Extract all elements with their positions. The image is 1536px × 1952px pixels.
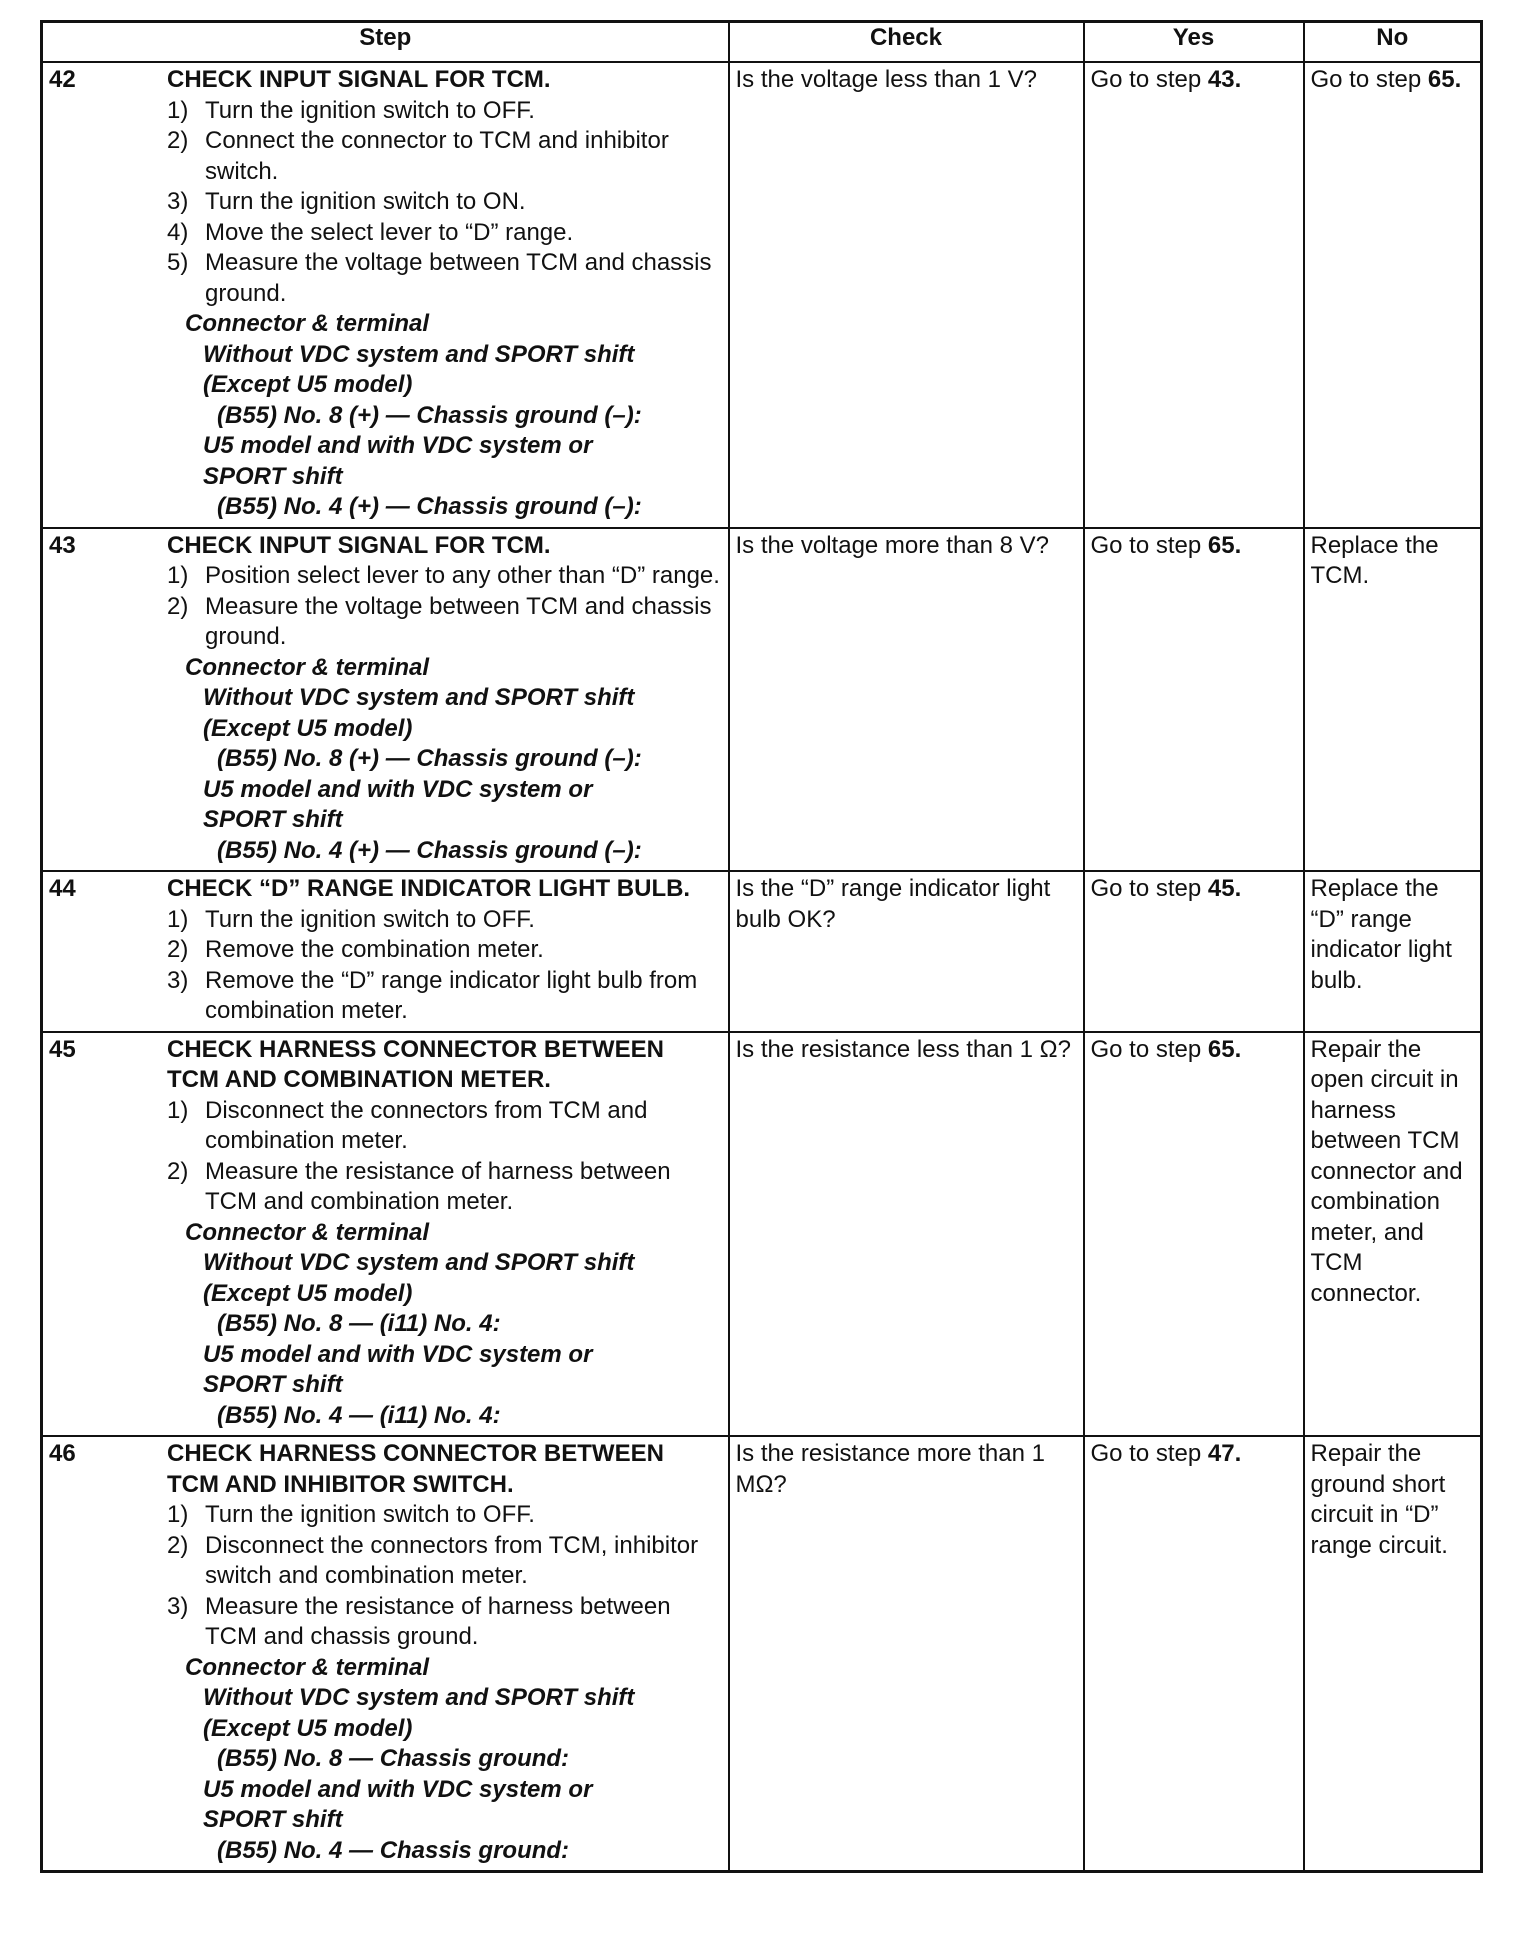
no-cell: Replace the TCM. [1304, 528, 1482, 872]
procedure-number: 4) [167, 218, 189, 246]
procedure-item [167, 905, 722, 936]
yes-text: Go to step [1090, 875, 1202, 902]
procedure-number: 1) [167, 1501, 189, 1528]
connector-terminal-label: Connector & terminal [185, 310, 430, 337]
check-cell: Is the resistance more than 1 MΩ? [729, 1436, 1084, 1872]
procedure-item [167, 1157, 722, 1218]
yes-text: Go to step [1090, 66, 1202, 93]
header-step: Step [42, 22, 729, 63]
step-cell [42, 871, 729, 1032]
connector-terminal-label: Connector & terminal [185, 1653, 430, 1681]
condition-label: (Except U5 model) [203, 714, 413, 742]
step-title: CHECK “D” RANGE INDICATOR LIGHT BULB. [167, 875, 691, 902]
check-cell: Is the “D” range indicator light bulb OK? [729, 871, 1084, 1032]
procedure-list [167, 905, 722, 1027]
table-row-43 [42, 528, 1482, 872]
yes-cell [1084, 871, 1304, 1032]
yes-cell [1084, 1436, 1304, 1872]
terminal-spec: (B55) No. 8 — Chassis ground: [217, 1745, 570, 1772]
procedure-text: Connect the connector to TCM and inhibitor switch. [205, 127, 669, 185]
header-no: No [1304, 22, 1482, 63]
terminal-spec: (B55) No. 4 (+) — Chassis ground (–): [217, 493, 642, 520]
yes-text: Go to step [1090, 1035, 1202, 1063]
condition-label: (Except U5 model) [203, 1279, 413, 1307]
table-row-46 [42, 1436, 1482, 1872]
connector-terminal-label: Connector & terminal [185, 653, 430, 681]
condition-label: Without VDC system and SPORT shift [203, 340, 635, 368]
procedure-list [167, 96, 722, 310]
diagnostic-procedure-sheet [40, 20, 1480, 1873]
procedure-list [167, 1500, 722, 1653]
step-cell [42, 62, 729, 528]
procedure-text: Turn the ignition switch to OFF. [205, 96, 535, 124]
condition-label: Without VDC system and SPORT shift [203, 684, 635, 711]
condition-label: U5 model and with VDC system or [203, 775, 593, 803]
terminal-spec: (B55) No. 4 — (i11) No. 4: [217, 1401, 501, 1429]
procedure-text: Measure the resistance of harness between TCM and chassis ground. [205, 1592, 671, 1650]
step-cell [42, 1436, 729, 1872]
terminal-spec: (B55) No. 4 — Chassis ground: [217, 1836, 570, 1864]
procedure-item [167, 561, 722, 592]
procedure-number: 3) [167, 188, 189, 215]
no-cell: Replace the “D” range indicator light bulb. [1304, 871, 1482, 1032]
condition-label: Without VDC system and SPORT shift [203, 1684, 635, 1711]
yes-step-ref: 43. [1207, 66, 1242, 93]
procedure-text: Disconnect the connectors from TCM and combination meter. [205, 1096, 648, 1154]
procedure-item [167, 1531, 722, 1592]
no-cell: Repair the ground short circuit in “D” range circuit. [1304, 1436, 1482, 1872]
step-number: 42 [49, 66, 76, 93]
condition-label: (Except U5 model) [203, 1714, 413, 1742]
step-title: CHECK HARNESS CONNECTOR BETWEEN TCM AND COMBINATION METER. [167, 1035, 664, 1093]
check-cell: Is the voltage less than 1 V? [729, 62, 1084, 528]
procedure-number: 1) [167, 562, 189, 589]
step-title: CHECK INPUT SIGNAL FOR TCM. [167, 531, 551, 559]
procedure-text: Position select lever to any other than “D” range. [205, 562, 720, 589]
procedure-text: Measure the resistance of harness between TCM and combination meter. [205, 1157, 671, 1215]
procedure-text: Turn the ignition switch to OFF. [205, 905, 535, 933]
procedure-item [167, 1592, 722, 1653]
no-step-ref: 65. [1427, 66, 1462, 93]
condition-label: SPORT shift [203, 1371, 343, 1398]
step-title: CHECK HARNESS CONNECTOR BETWEEN TCM AND INHIBITOR SWITCH. [167, 1440, 664, 1498]
step-number: 43 [49, 531, 76, 559]
procedure-number: 3) [167, 1592, 189, 1620]
condition-label: U5 model and with VDC system or [203, 1340, 593, 1368]
step-title: CHECK INPUT SIGNAL FOR TCM. [167, 66, 551, 93]
header-check: Check [729, 22, 1084, 63]
procedure-number: 5) [167, 249, 189, 276]
procedure-item [167, 187, 722, 218]
condition-label: SPORT shift [203, 806, 343, 833]
procedure-item [167, 96, 722, 127]
condition-label: SPORT shift [203, 1806, 343, 1833]
yes-text: Go to step [1090, 531, 1202, 559]
header-row [42, 22, 1482, 63]
procedure-item [167, 126, 722, 187]
procedure-list [167, 561, 722, 653]
procedure-text: Remove the “D” range indicator light bulb from combination meter. [205, 966, 698, 1024]
header-yes: Yes [1084, 22, 1304, 63]
procedure-number: 3) [167, 966, 189, 994]
terminal-spec: (B55) No. 8 (+) — Chassis ground (–): [217, 401, 642, 429]
condition-label: U5 model and with VDC system or [203, 1775, 593, 1803]
terminal-spec: (B55) No. 8 — (i11) No. 4: [217, 1310, 501, 1337]
procedure-number: 2) [167, 1157, 189, 1185]
yes-step-ref: 45. [1207, 875, 1242, 902]
procedure-number: 1) [167, 1096, 189, 1124]
yes-step-ref: 65. [1207, 531, 1242, 559]
connector-terminal-label: Connector & terminal [185, 1218, 430, 1246]
yes-text: Go to step [1090, 1440, 1202, 1467]
procedure-number: 2) [167, 592, 189, 620]
procedure-item [167, 218, 722, 249]
check-cell: Is the resistance less than 1 Ω? [729, 1032, 1084, 1437]
procedure-item [167, 935, 722, 966]
check-cell: Is the voltage more than 8 V? [729, 528, 1084, 872]
procedure-text: Move the select lever to “D” range. [205, 218, 574, 246]
step-number: 46 [49, 1440, 76, 1467]
terminal-spec: (B55) No. 8 (+) — Chassis ground (–): [217, 745, 642, 772]
procedure-item [167, 592, 722, 653]
procedure-text: Disconnect the connectors from TCM, inhibitor switch and combination meter. [205, 1531, 699, 1589]
yes-cell [1084, 62, 1304, 528]
condition-label: (Except U5 model) [203, 371, 413, 398]
table-row-44 [42, 871, 1482, 1032]
yes-cell [1084, 528, 1304, 872]
terminal-spec: (B55) No. 4 (+) — Chassis ground (–): [217, 836, 642, 864]
condition-label: U5 model and with VDC system or [203, 432, 593, 459]
procedure-list [167, 1096, 722, 1218]
procedure-text: Turn the ignition switch to ON. [205, 188, 526, 215]
procedure-item [167, 1500, 722, 1531]
step-cell [42, 1032, 729, 1437]
procedure-number: 2) [167, 1531, 189, 1559]
procedure-text: Measure the voltage between TCM and chassis ground. [205, 592, 712, 650]
yes-step-ref: 47. [1207, 1440, 1242, 1467]
procedure-item [167, 1096, 722, 1157]
no-text: Go to step [1310, 66, 1422, 93]
step-number: 44 [49, 875, 76, 902]
procedure-number: 2) [167, 936, 189, 963]
no-cell: Repair the open circuit in harness between TCM connector and combination meter, and TCM connector. [1304, 1032, 1482, 1437]
procedure-item [167, 248, 722, 309]
table-row-45 [42, 1032, 1482, 1437]
procedure-number: 1) [167, 96, 189, 124]
step-cell [42, 528, 729, 872]
table-row-42 [42, 62, 1482, 528]
procedure-text: Turn the ignition switch to OFF. [205, 1501, 535, 1528]
yes-step-ref: 65. [1207, 1035, 1242, 1063]
procedure-text: Remove the combination meter. [205, 936, 544, 963]
no-cell [1304, 62, 1482, 528]
yes-cell [1084, 1032, 1304, 1437]
condition-label: SPORT shift [203, 462, 343, 490]
procedure-item [167, 966, 722, 1027]
step-number: 45 [49, 1035, 76, 1063]
procedure-text: Measure the voltage between TCM and chassis ground. [205, 249, 712, 307]
diagnostic-table [40, 20, 1483, 1873]
condition-label: Without VDC system and SPORT shift [203, 1249, 635, 1276]
procedure-number: 1) [167, 905, 189, 933]
procedure-number: 2) [167, 127, 189, 154]
